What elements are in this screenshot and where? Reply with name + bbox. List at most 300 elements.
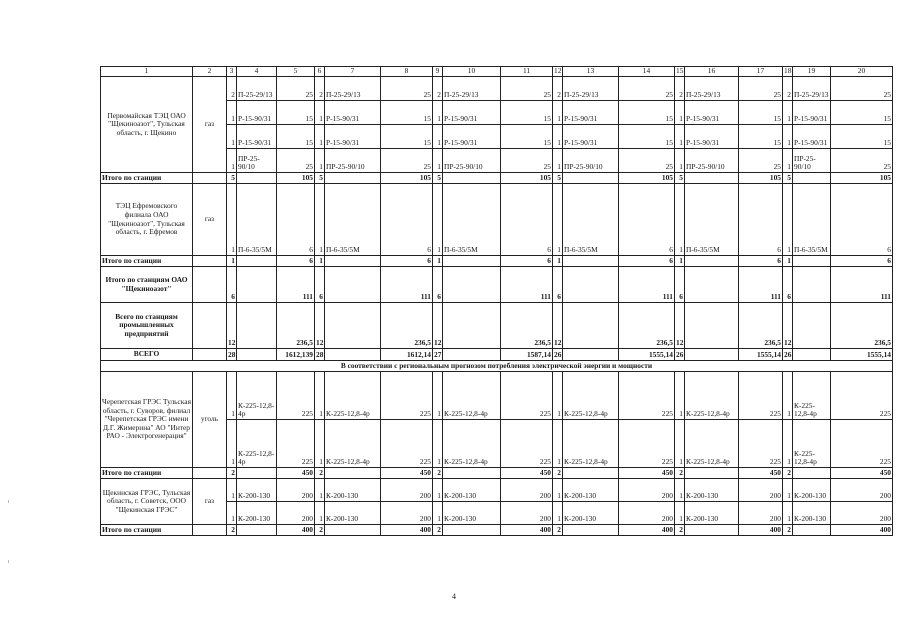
cell-value: 1 [433,479,443,502]
total-value: 111 [739,267,783,303]
total-value: 111 [619,267,675,303]
cell-value: 1 [783,502,793,525]
cell-value: 6 [501,184,553,256]
cell-value: 200 [381,479,433,502]
total-value: 6 [831,256,893,267]
cell-value: 15 [739,101,783,125]
total-value: 1555,14 [739,349,783,361]
turbine-type: Р-15-90/31 [685,101,739,125]
total-value [443,349,501,361]
total-value: 400 [739,525,783,536]
cell-value: 1 [553,101,563,125]
total-row [101,303,893,349]
total-value [563,468,619,479]
cell-value: 1 [227,420,237,468]
total-value: 450 [831,468,893,479]
cell-value: 25 [739,77,783,101]
total-value: 2 [675,468,685,479]
cell-value: 1 [315,101,325,125]
turbine-type: ПР-25-90/10 [685,149,739,173]
cell-value: 200 [277,502,315,525]
total-label: Всего по станциям промышленных предприятий [101,303,193,349]
total-value [793,173,831,184]
cell-value: 1 [433,149,443,173]
total-value: 450 [501,468,553,479]
cell-value: 1 [227,479,237,502]
total-value [793,349,831,361]
cell-value: 1 [315,479,325,502]
total-value: 5 [783,173,793,184]
total-value: 111 [381,267,433,303]
total-value: 6 [553,267,563,303]
total-value: 400 [619,525,675,536]
total-value: 2 [783,525,793,536]
cell-value: 1 [675,101,685,125]
cell-value: 1 [227,372,237,420]
total-value [685,525,739,536]
turbine-type: К-200-130 [793,479,831,502]
column-number: 7 [325,67,381,77]
total-value: 1 [227,256,237,267]
total-value: 27 [434,350,442,360]
cell-value: 15 [381,125,433,149]
table-row [101,77,893,101]
column-number: 6 [315,67,325,77]
column-number-row [101,67,893,77]
total-value [685,256,739,267]
cell-value: 2 [675,77,685,101]
total-value: 5 [675,173,685,184]
column-number: 4 [237,67,277,77]
total-value [237,173,277,184]
cell-value: 1 [553,149,563,173]
cell-value: 200 [739,479,783,502]
total-value: 2 [433,525,443,536]
turbine-type: Р-15-90/31 [793,125,831,149]
turbine-type: П-6-35/5М [325,184,381,256]
table-row [101,184,893,256]
cell-value: 25 [831,77,893,101]
turbine-type: ПР-25-90/10 [443,149,501,173]
total-value: 1612,14 [381,349,433,361]
turbine-type: Р-15-90/31 [237,125,277,149]
cell-value: 15 [381,101,433,125]
total-value: 400 [501,525,553,536]
cell-value: 200 [831,479,893,502]
total-value [793,267,831,303]
total-value: 12 [315,303,325,349]
total-value: 2 [315,525,325,536]
cell-value: 15 [501,101,553,125]
cell-value: 15 [501,125,553,149]
fuel-cell-empty [193,256,227,267]
total-value [793,525,831,536]
fuel-type: газ [193,479,227,525]
cell-value: 1 [315,502,325,525]
total-value [685,303,739,349]
cell-value: 1 [227,101,237,125]
total-label: Итого по станции [101,525,193,536]
total-value [237,468,277,479]
cell-value: 1 [433,502,443,525]
cell-value: 1 [783,372,793,420]
column-number: 19 [793,67,831,77]
total-value: 12 [227,303,237,349]
total-value: 6 [783,267,793,303]
cell-value: 1 [227,125,237,149]
cell-value: 1 [675,125,685,149]
station-name: Черепетская ГРЭС Тульская область, г. Суворов, филиал "Черепетская ГРЭС имени Д.Г. Жимерина" АО "Интер РАО - Электрогенерация" [101,372,193,468]
total-value: 111 [501,267,553,303]
cell-value: 225 [619,420,675,468]
total-value: 6 [619,256,675,267]
total-value: 105 [619,173,675,184]
turbine-type: П-25-29/13 [685,77,739,101]
total-value: 5 [227,173,237,184]
fuel-cell-empty [193,349,227,361]
total-row [101,267,893,303]
cell-value: 225 [739,372,783,420]
total-value: 105 [831,173,893,184]
cell-value: 1 [553,372,563,420]
capacity-table-sheet [100,66,893,536]
total-value [563,525,619,536]
total-value: 2 [433,468,443,479]
total-value [325,349,381,361]
turbine-type: П-6-35/5М [443,184,501,256]
column-number: 16 [685,67,739,77]
turbine-type: К-225-12,8-4р [325,372,381,420]
cell-value: 1 [675,479,685,502]
turbine-type: К-200-130 [685,479,739,502]
turbine-type: К-200-130 [443,502,501,525]
fuel-cell-empty [193,173,227,184]
total-value [237,303,277,349]
total-value: 6 [675,267,685,303]
total-value [237,256,277,267]
total-value [563,256,619,267]
turbine-type: К-200-130 [563,502,619,525]
column-number: 1 [101,67,193,77]
column-number: 5 [277,67,315,77]
total-value: 6 [501,256,553,267]
cell-value: 200 [381,502,433,525]
fuel-type: газ [193,184,227,256]
turbine-type: Р-15-90/31 [237,101,277,125]
turbine-type: К-225-12,8-4р [237,372,277,420]
total-value: 12 [433,303,443,349]
total-value [325,303,381,349]
column-number: 8 [381,67,433,77]
cell-value: 2 [433,77,443,101]
total-value: 6 [227,267,237,303]
cell-value: 200 [619,479,675,502]
total-value [325,468,381,479]
cell-value: 15 [277,125,315,149]
cell-value: 200 [831,502,893,525]
fuel-cell-empty [193,525,227,536]
turbine-type: ПР-25-90/10 [563,149,619,173]
total-value: 2 [675,525,685,536]
page-number: 4 [452,592,456,601]
total-row [101,468,893,479]
column-number: 17 [739,67,783,77]
cell-value: 1 [675,372,685,420]
cell-value: 15 [831,125,893,149]
turbine-type: П-25-29/13 [237,77,277,101]
total-value: 6 [381,256,433,267]
total-value: 12 [783,303,793,349]
cell-value: 1 [675,149,685,173]
total-value: 28 [228,350,236,360]
station-name: Первомайская ТЭЦ ОАО "Щекиноазот", Тульская область, г. Щекино [101,77,193,173]
station-name: ТЭЦ Ефремовского филиала ОАО "Щекиноазот", Тульская область, г. Ефремов [101,184,193,256]
cell-value: 1 [553,502,563,525]
cell-value: 1 [553,420,563,468]
column-number: 10 [443,67,501,77]
total-value [685,349,739,361]
section-row [101,361,893,372]
cell-value: 1 [433,372,443,420]
turbine-type: К-225-12,8-4р [443,372,501,420]
cell-value: 200 [739,502,783,525]
cell-value: 1 [227,149,237,173]
total-value [685,468,739,479]
fuel-type: газ [193,77,227,173]
column-number: 12 [554,66,562,76]
cell-value: 15 [619,125,675,149]
total-value: 2 [227,525,237,536]
turbine-type: Р-15-90/31 [685,125,739,149]
total-value: 6 [315,267,325,303]
total-value: 1 [315,256,325,267]
turbine-type: Р-15-90/31 [325,125,381,149]
cell-value: 225 [619,372,675,420]
cell-value: 25 [381,77,433,101]
total-value: 1555,14 [831,349,893,361]
total-value [443,303,501,349]
total-value: 236,5 [381,303,433,349]
total-value [443,525,501,536]
turbine-type: К-225-12,8-4р [793,372,831,420]
cell-value: 1 [783,125,793,149]
turbine-type: К-200-130 [443,479,501,502]
total-value [325,173,381,184]
total-value: 6 [433,267,443,303]
turbine-type: К-225-12,8-4р [685,372,739,420]
total-value: 450 [739,468,783,479]
total-row [101,173,893,184]
total-value [443,173,501,184]
cell-value: 25 [501,77,553,101]
total-value: 6 [277,256,315,267]
turbine-type: К-200-130 [237,502,277,525]
section-title: В соответствии с региональным прогнозом потребления электрической энергии и мощности [101,361,893,372]
cell-value: 15 [831,101,893,125]
total-value [237,267,277,303]
turbine-type: К-200-130 [685,502,739,525]
cell-value: 1 [783,149,793,173]
cell-value: 225 [277,420,315,468]
total-value: 2 [783,468,793,479]
turbine-type: П-25-29/13 [443,77,501,101]
total-value: 5 [553,173,563,184]
total-value [793,303,831,349]
turbine-type: П-6-35/5М [237,184,277,256]
total-value: 2 [315,468,325,479]
turbine-type: ПР-25-90/10 [325,149,381,173]
cell-value: 2 [315,77,325,101]
turbine-type: П-25-29/13 [325,77,381,101]
cell-value: 225 [381,372,433,420]
total-value: 236,5 [501,303,553,349]
total-value: 12 [675,303,685,349]
total-value: 236,5 [831,303,893,349]
turbine-type: К-225-12,8-4р [443,420,501,468]
total-value: 450 [277,468,315,479]
cell-value: 15 [619,101,675,125]
turbine-type: К-225-12,8-4р [563,372,619,420]
total-value [685,267,739,303]
total-value [793,468,831,479]
cell-value: 225 [277,372,315,420]
cell-value: 1 [553,184,563,256]
total-value [563,349,619,361]
column-number: 13 [563,67,619,77]
total-value: 450 [381,468,433,479]
cell-value: 6 [739,184,783,256]
cell-value: 25 [277,149,315,173]
cell-value: 225 [831,372,893,420]
total-label: ВСЕГО [101,349,193,361]
cell-value: 25 [277,77,315,101]
cell-value: 15 [277,101,315,125]
cell-value: 1 [675,502,685,525]
total-row [101,349,893,361]
turbine-type: П-6-35/5М [563,184,619,256]
total-label: Итого по станциям ОАО "Щекиноазот" [101,267,193,303]
total-value: 1 [783,256,793,267]
total-value: 2 [553,525,563,536]
cell-value: 225 [831,420,893,468]
total-value: 236,5 [277,303,315,349]
cell-value: 15 [739,125,783,149]
total-value: 1555,14 [619,349,675,361]
cell-value: 1 [433,184,443,256]
turbine-type: К-200-130 [793,502,831,525]
total-value [793,256,831,267]
turbine-type: К-225-12,8-4р [563,420,619,468]
cell-value: 1 [227,184,237,256]
total-value [443,468,501,479]
turbine-type: К-225-12,8-4р [325,420,381,468]
cell-value: 200 [501,479,553,502]
fuel-cell-empty [193,303,227,349]
total-value: 450 [619,468,675,479]
total-value: 111 [277,267,315,303]
total-value: 2 [227,468,237,479]
cell-value: 1 [783,184,793,256]
turbine-type: П-6-35/5М [793,184,831,256]
column-number: 20 [831,67,893,77]
fuel-cell-empty [193,468,227,479]
total-label: Итого по станции [101,173,193,184]
table-row [101,372,893,420]
total-value: 105 [501,173,553,184]
total-value [443,267,501,303]
total-value: 111 [831,267,893,303]
cell-value: 1 [783,420,793,468]
total-value: 1 [433,256,443,267]
total-value: 5 [315,173,325,184]
cell-value: 25 [501,149,553,173]
station-name: Щекинская ГРЭС, Тульская область, г. Советск, ООО "Щекинская ГРЭС" [101,479,193,525]
turbine-type: Р-15-90/31 [443,125,501,149]
cell-value: 1 [433,101,443,125]
cell-value: 1 [227,502,237,525]
total-label: Итого по станции [101,468,193,479]
fuel-type: уголь [193,372,227,468]
cell-value: 1 [315,184,325,256]
total-value: 28 [316,350,324,360]
cell-value: 1 [553,479,563,502]
total-value: 400 [277,525,315,536]
column-number: 9 [433,67,443,77]
total-value: 105 [739,173,783,184]
cell-value: 2 [783,77,793,101]
total-value: 105 [277,173,315,184]
cell-value: 1 [433,420,443,468]
turbine-type: Р-15-90/31 [793,101,831,125]
turbine-type: К-225-12,8-4р [685,420,739,468]
turbine-type: ПР-25-90/10 [793,149,831,173]
total-value [563,173,619,184]
total-row [101,256,893,267]
cell-value: 6 [277,184,315,256]
cell-value: 200 [501,502,553,525]
scan-mark [8,500,9,503]
fuel-cell-empty [193,267,227,303]
cell-value: 225 [501,372,553,420]
total-row [101,525,893,536]
turbine-type: К-200-130 [563,479,619,502]
turbine-type: Р-15-90/31 [563,125,619,149]
cell-value: 200 [619,502,675,525]
turbine-type: П-6-35/5М [685,184,739,256]
cell-value: 1 [315,125,325,149]
turbine-type: К-200-130 [237,479,277,502]
turbine-type: К-225-12,8-4р [793,420,831,468]
total-value: 400 [381,525,433,536]
cell-value: 6 [619,184,675,256]
total-value: 26 [554,350,562,360]
total-value: 236,5 [619,303,675,349]
column-number: 2 [193,67,227,77]
cell-value: 1 [675,420,685,468]
turbine-type: Р-15-90/31 [563,101,619,125]
turbine-type: П-25-29/13 [793,77,831,101]
total-value: 1612,139 [277,349,315,361]
total-value [685,173,739,184]
total-value: 12 [553,303,563,349]
cell-value: 2 [227,77,237,101]
cell-value: 25 [619,149,675,173]
generating-equipment-table [100,66,893,536]
total-value [443,256,501,267]
turbine-type: К-200-130 [325,479,381,502]
total-value: 5 [433,173,443,184]
total-value: 236,5 [739,303,783,349]
